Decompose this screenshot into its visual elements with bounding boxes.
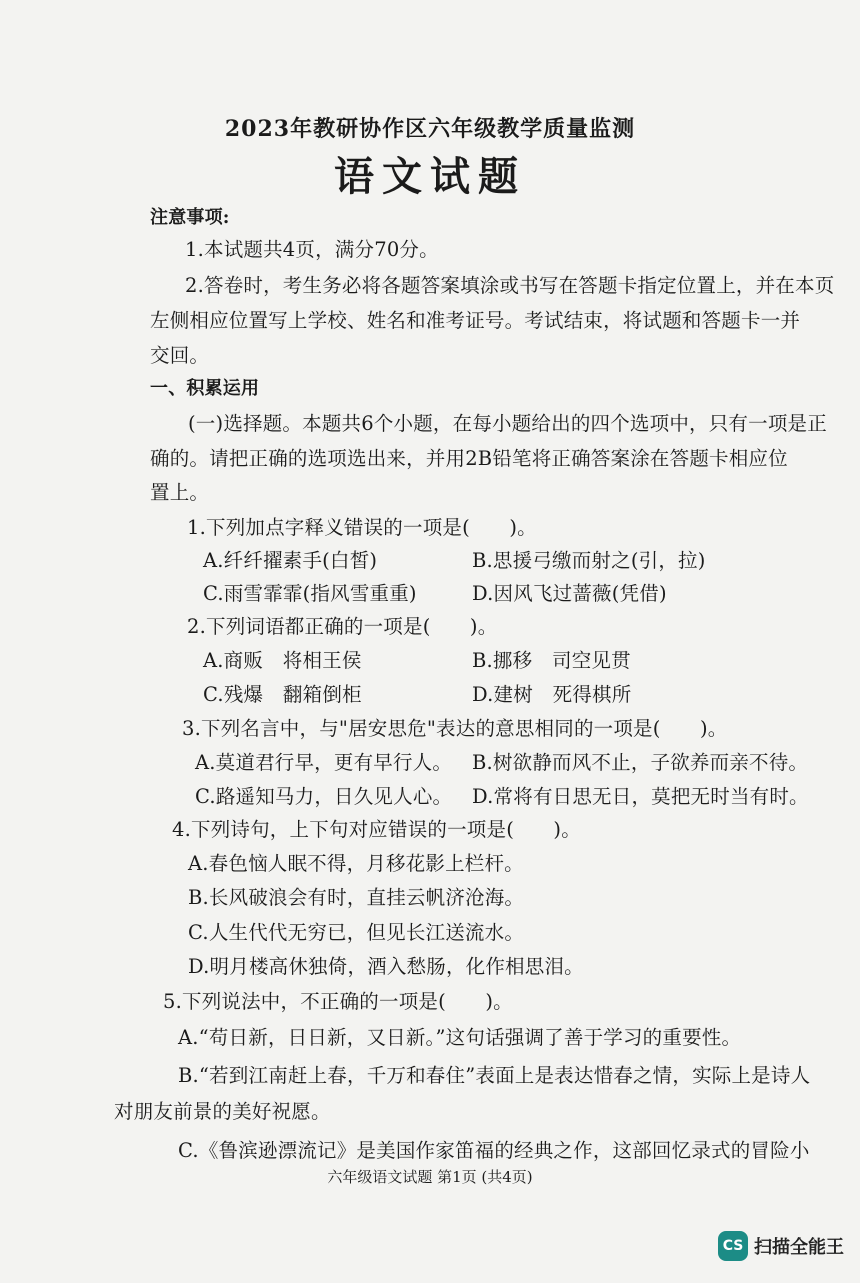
q2-stem: 2.下列词语都正确的一项是( )。 [187, 615, 498, 638]
q2-option-d: D.建树 死得棋所 [472, 683, 632, 706]
q2-option-a: A.商贩 将相王侯 [203, 649, 362, 672]
scanner-watermark [718, 1231, 844, 1261]
camscanner-logo-icon: CS [718, 1231, 748, 1261]
q4-option-d: D.明月楼高休独倚，酒入愁肠，化作相思泪。 [188, 955, 584, 978]
q1-option-a: A.纤纤擢素手(白皙) [203, 549, 378, 572]
q4-stem: 4.下列诗句，上下句对应错误的一项是( )。 [172, 818, 581, 841]
exam-title: 2023年教研协作区六年级教学质量监测 [224, 116, 636, 142]
q3-option-c: C.路遥知马力，日久见人心。 [195, 785, 453, 808]
q2-option-c: C.残爆 翻箱倒柜 [203, 683, 362, 706]
q1-option-c: C.雨雪霏霏(指风雪重重) [203, 582, 417, 605]
q1-stem: 1.下列加点字释义错误的一项是( )。 [187, 516, 537, 539]
q1-option-d: D.因风飞过蔷薇(凭借) [472, 582, 667, 605]
page-footer: 六年级语文试题 第1页 (共4页) [327, 1168, 533, 1186]
q1-option-b: B.思援弓缴而射之(引，拉) [472, 549, 706, 572]
q2-option-b: B.挪移 司空见贯 [472, 649, 631, 672]
q5-option-c: C.《鲁滨逊漂流记》是美国作家笛福的经典之作，这部回忆录式的冒险小 [178, 1139, 810, 1162]
watermark-text: 扫描全能王 [754, 1237, 844, 1258]
q4-option-c: C.人生代代无穷已，但见长江送流水。 [188, 921, 525, 944]
q5-stem: 5.下列说法中，不正确的一项是( )。 [163, 990, 513, 1013]
section-intro-1: (一)选择题。本题共6个小题，在每小题给出的四个选项中，只有一项是正 [188, 412, 827, 435]
subject-title: 语文试题 [334, 153, 526, 200]
q3-stem: 3.下列名言中，与"居安思危"表达的意思相同的一项是( )。 [182, 717, 728, 740]
q5-option-b-cont: 对朋友前景的美好祝愿。 [114, 1100, 331, 1123]
section-intro-3: 置上。 [150, 481, 210, 504]
notice-item-2-cont: 左侧相应位置写上学校、姓名和准考证号。考试结束，将试题和答题卡一并 [150, 309, 801, 332]
notice-item-2: 2.答卷时，考生务必将各题答案填涂或书写在答题卡指定位置上，并在本页 [185, 274, 835, 297]
q5-option-a: A.“苟日新，日日新，又日新。”这句话强调了善于学习的重要性。 [178, 1026, 742, 1049]
notice-heading: 注意事项: [150, 207, 230, 228]
q4-option-a: A.春色恼人眠不得，月移花影上栏杆。 [188, 852, 524, 875]
section-heading: 一、积累运用 [150, 378, 260, 399]
q3-option-a: A.莫道君行早，更有早行人。 [195, 751, 453, 774]
q5-option-b: B.“若到江南赶上春，千万和春住”表面上是表达惜春之情，实际上是诗人 [178, 1064, 811, 1087]
q4-option-b: B.长风破浪会有时，直挂云帆济沧海。 [188, 886, 525, 909]
q3-option-b: B.树欲静而风不止，子欲养而亲不待。 [472, 751, 809, 774]
section-intro-2: 确的。请把正确的选项选出来，并用2B铅笔将正确答案涂在答题卡相应位 [150, 447, 788, 470]
notice-item-2-end: 交回。 [150, 344, 210, 367]
notice-item-1: 1.本试题共4页，满分70分。 [185, 238, 439, 261]
q3-option-d: D.常将有日思无日，莫把无时当有时。 [472, 785, 809, 808]
